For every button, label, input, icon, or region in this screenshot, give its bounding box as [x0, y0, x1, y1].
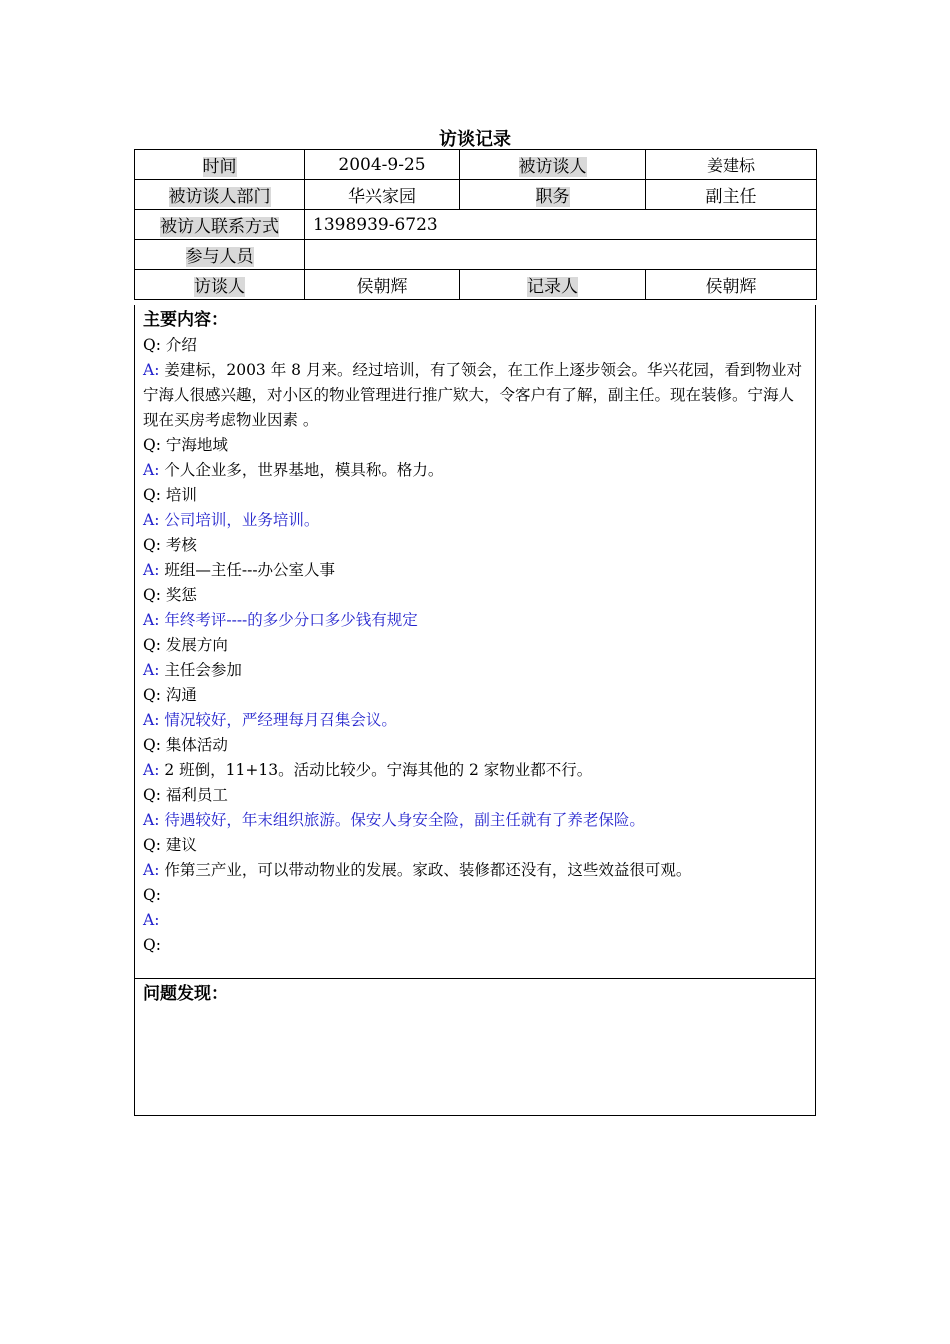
- answer-label: A:: [143, 611, 160, 629]
- time-value: 2004-9-25: [305, 150, 460, 180]
- trailing-question: Q:: [143, 936, 161, 954]
- answer-line: [143, 758, 807, 783]
- answer-text: 姜建标，2003 年 8 月来。经过培训，有了领会，在工作上逐步领会。华兴花园，看到物业对宁海人很感兴趣，对小区的物业管理进行推广欵大，令客户有了解，副主任。现在装修。宁海人现在买房考虑物业因素 。: [143, 361, 802, 429]
- answer-line: [143, 908, 807, 933]
- contact-label-cell: [135, 210, 305, 240]
- answer-label: A:: [143, 661, 160, 679]
- main-content-section: [134, 305, 816, 979]
- issues-section: [134, 978, 816, 1116]
- dept-label-cell: [135, 180, 305, 210]
- contact-label: 被访人联系方式: [160, 217, 279, 237]
- participants-value: [305, 240, 817, 270]
- answer-line: [143, 658, 807, 683]
- position-value: 副主任: [646, 180, 817, 210]
- recorder-label-cell: [460, 270, 646, 300]
- question-line: Q: 宁海地域: [143, 436, 228, 454]
- recorder-label: 记录人: [527, 277, 578, 297]
- answer-line: [143, 358, 807, 433]
- main-content-heading: 主要内容：: [143, 310, 228, 330]
- answer-text: 个人企业多，世界基地，模具称。格力。: [159, 461, 444, 479]
- interviewer-label: 访谈人: [194, 277, 245, 297]
- recorder-value: 侯朝辉: [646, 270, 817, 300]
- contact-value: 1398939-6723: [305, 210, 817, 240]
- answer-label: A:: [143, 511, 160, 529]
- participants-label-cell: [135, 240, 305, 270]
- answer-line: [143, 808, 807, 833]
- answer-text: 主任会参加: [159, 661, 242, 679]
- answer-label: A:: [143, 561, 160, 579]
- answer-text: 班组—主任---办公室人事: [159, 561, 336, 579]
- answer-line: [143, 858, 807, 883]
- question-line: Q: 介绍: [143, 336, 197, 354]
- answer-label: A:: [143, 361, 160, 379]
- page-title: 访谈记录: [439, 129, 511, 150]
- answer-label: A:: [143, 911, 160, 929]
- dept-value: 华兴家园: [305, 180, 460, 210]
- interviewee-value: 姜建标: [646, 150, 817, 180]
- question-line: Q:: [143, 886, 161, 904]
- answer-text: 作第三产业，可以带动物业的发展。家政、装修都还没有，这些效益很可观。: [159, 861, 692, 879]
- answer-line: [143, 558, 807, 583]
- issues-heading: 问题发现：: [143, 984, 228, 1004]
- answer-label: A:: [143, 861, 160, 879]
- question-line: Q: 考核: [143, 536, 197, 554]
- info-table: [134, 149, 817, 300]
- question-line: Q: 建议: [143, 836, 197, 854]
- answer-text: 2 班倒，11+13。活动比较少。宁海其他的 2 家物业都不行。: [159, 761, 593, 779]
- question-line: Q: 发展方向: [143, 636, 228, 654]
- question-line: Q: 集体活动: [143, 736, 228, 754]
- answer-text: 待遇较好，年末组织旅游。保安人身安全险，副主任就有了养老保险。: [159, 811, 645, 829]
- time-label: 时间: [202, 157, 237, 177]
- interviewer-value: 侯朝辉: [305, 270, 460, 300]
- interviewee-label: 被访谈人: [518, 157, 587, 177]
- answer-line: [143, 708, 807, 733]
- time-label-cell: [135, 150, 305, 180]
- interviewee-label-cell: [460, 150, 646, 180]
- answer-label: A:: [143, 761, 160, 779]
- answer-label: A:: [143, 711, 160, 729]
- answer-line: [143, 458, 807, 483]
- answer-line: [143, 508, 807, 533]
- qa-list: [143, 333, 807, 933]
- participants-label: 参与人员: [185, 247, 254, 267]
- table-row: [135, 240, 817, 270]
- table-row: [135, 270, 817, 300]
- answer-text: 情况较好，严经理每月召集会议。: [159, 711, 397, 729]
- position-label: 职务: [535, 187, 570, 207]
- question-line: Q: 奖惩: [143, 586, 197, 604]
- interviewer-label-cell: [135, 270, 305, 300]
- table-row: [135, 180, 817, 210]
- table-row: [135, 150, 817, 180]
- answer-label: A:: [143, 811, 160, 829]
- dept-label: 被访谈人部门: [168, 187, 271, 207]
- table-row: [135, 210, 817, 240]
- answer-label: A:: [143, 461, 160, 479]
- position-label-cell: [460, 180, 646, 210]
- question-line: Q: 福利员工: [143, 786, 228, 804]
- answer-text: 年终考评----的多少分口多少钱有规定: [159, 611, 418, 629]
- question-line: Q: 沟通: [143, 686, 197, 704]
- question-line: Q: 培训: [143, 486, 197, 504]
- answer-text: 公司培训，业务培训。: [159, 511, 320, 529]
- answer-line: [143, 608, 807, 633]
